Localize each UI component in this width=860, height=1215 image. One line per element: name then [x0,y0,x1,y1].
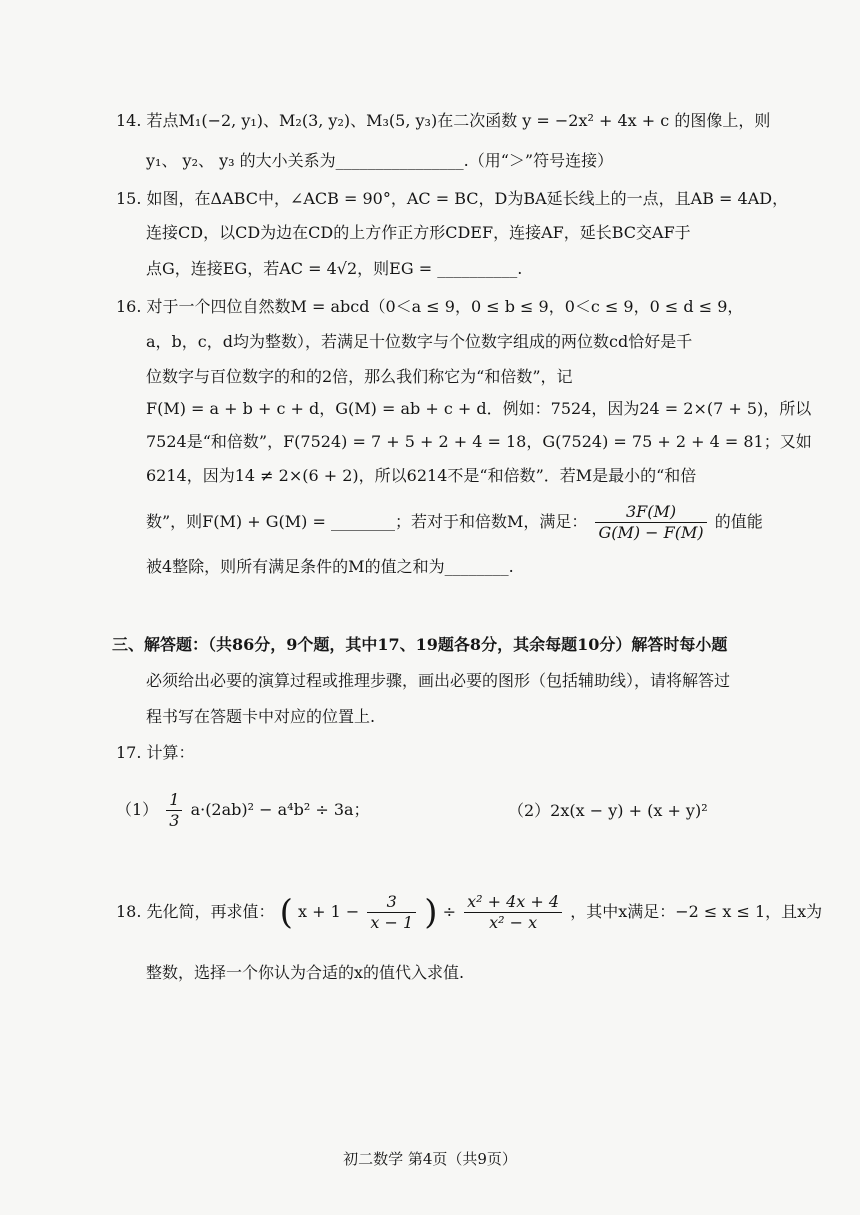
q18-fraction2 [464,892,562,933]
page-footer: 初二数学 第4页（共9页） [343,1150,517,1168]
section3-line2: 必须给出必要的演算过程或推理步骤，画出必要的图形（包括辅助线），请将解答过 [146,671,731,690]
q16-frac-numerator: 3F(M) [595,502,706,523]
q17-title: 17. 计算： [116,743,195,762]
q16-line2: a，b，c，d均为整数），若满足十位数字与个位数字组成的两位数cd恰好是千 [146,332,693,351]
q16-line7-a: 数”，则F(M) + G(M) = ________；若对于和倍数M，满足： [146,512,588,531]
q17-fraction [166,790,182,831]
q14-line1: 14. 若点M₁(−2, y₁)、M₂(3, y₂)、M₃(5, y₃)在二次函数 y = −2x² + 4x + c 的图像上，则 [116,111,771,130]
q16-line1: 16. 对于一个四位自然数M = abcd（0＜a ≤ 9，0 ≤ b ≤ 9，0＜c ≤ 9，0 ≤ d ≤ 9， [116,297,744,316]
q17-part1 [116,790,370,831]
q16-line8: 被4整除，则所有满足条件的M的值之和为________. [146,557,514,576]
q16-line7 [146,502,763,543]
q18-inner-numerator: 3 [367,892,416,913]
q18-tail: ，其中x满足：−2 ≤ x ≤ 1，且x为 [570,902,823,921]
q16-line6: 6214，因为14 ≠ 2×(6 + 2)，所以6214不是“和倍数”．若M是最小的“和倍 [146,466,697,485]
q16-line4: F(M) = a + b + c + d，G(M) = ab + c + d．例如：7524，因为24 = 2×(7 + 5)，所以 [146,399,812,418]
q18-left-paren-icon: ( [279,892,293,933]
q18-inner-a: x + 1 − [298,902,360,921]
q16-line5: 7524是“和倍数”，F(7524) = 7 + 5 + 2 + 4 = 18，G(7524) = 75 + 2 + 4 = 81；又如 [146,432,812,451]
q17-part2: （2）2x(x − y) + (x + y)² [508,801,708,820]
q15-line3: 点G，连接EG，若AC = 4√2，则EG = __________. [146,259,523,278]
q18-inner-denominator: x − 1 [370,913,414,932]
q16-fraction [595,502,706,543]
q15-line1: 15. 如图，在ΔABC中，∠ACB = 90°，AC = BC，D为BA延长线上的一点，且AB = 4AD， [116,189,789,208]
section3-line3: 程书写在答题卡中对应的位置上. [146,707,376,726]
q17-frac-denominator: 3 [169,811,180,830]
q16-line7-b: 的值能 [714,512,763,531]
q17-frac-numerator: 1 [166,790,182,811]
q18-line2: 整数，选择一个你认为合适的x的值代入求值. [146,963,465,982]
q14-line2: y₁、 y₂、 y₃ 的大小关系为________________.（用“＞”符号连接） [146,151,614,170]
q16-line3: 位数字与百位数字的和的2倍，那么我们称它为“和倍数”，记 [146,367,573,386]
q18-frac2-numerator: x² + 4x + 4 [464,892,562,913]
q18-right-paren-icon: ) [424,892,438,933]
q18-lead: 18. 先化简，再求值： [116,902,275,921]
q18-frac2-denominator: x² − x [489,913,538,932]
q15-line2: 连接CD，以CD为边在CD的上方作正方形CDEF，连接AF，延长BC交AF于 [146,223,691,242]
q17-part1-label: （1） [116,800,159,819]
section3-line1: 三、解答题：（共86分，9个题，其中17、19题各8分，其余每题10分）解答时每小题 [112,635,728,654]
q16-frac-denominator: G(M) − F(M) [598,523,704,542]
q18-divide: ÷ [442,902,457,921]
q18-line1 [116,892,822,933]
q17-part1-expression: a·(2ab)² − a⁴b² ÷ 3a； [190,800,370,819]
q18-inner-fraction [367,892,416,933]
